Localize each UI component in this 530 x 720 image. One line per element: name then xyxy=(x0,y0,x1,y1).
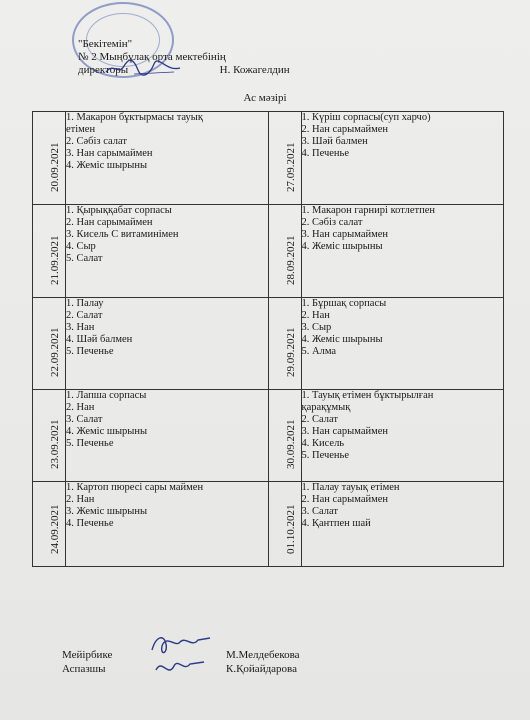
dish-item: 1. Тауық етімен бұктырылған xyxy=(301,390,434,401)
footer-names xyxy=(226,648,300,676)
dish-item: 3. Шәй балмен xyxy=(301,136,368,147)
dish-item: 4. Жеміс шырыны xyxy=(301,334,383,345)
dish-item: 3. Жеміс шырыны xyxy=(66,506,148,517)
footer-role-nurse: Мейірбике xyxy=(62,649,113,661)
menu-row xyxy=(33,112,504,205)
menu-date: 23.09.2021 xyxy=(49,419,61,469)
dish-item: 1. Макарон гарнирі котлетпен xyxy=(301,205,435,216)
footer-signatures xyxy=(146,628,216,686)
menu-date: 01.10.2021 xyxy=(284,504,297,554)
dish-item: 1. Палау тауық етімен xyxy=(301,482,400,493)
dish-item: 1. Картоп пюресі сары маймен xyxy=(66,482,204,493)
dish-item: 1. Бұршақ сорпасы xyxy=(301,298,387,309)
menu-date-cell xyxy=(33,390,66,482)
menu-date-cell xyxy=(268,390,301,482)
menu-date-cell xyxy=(268,112,301,205)
dish-item: 2. Нан xyxy=(66,402,95,413)
menu-date: 28.09.2021 xyxy=(284,235,297,285)
director-signature xyxy=(104,58,184,78)
dish-item: 1. Лапша сорпасы xyxy=(66,390,147,401)
menu-row xyxy=(33,482,504,567)
dish-item: 5. Салат xyxy=(66,253,103,264)
menu-dishes-cell xyxy=(66,112,269,205)
dish-item: 2. Сәбіз салат xyxy=(66,136,127,147)
dish-item: 3. Нан сарымаймен xyxy=(301,229,389,240)
dish-item: 3. Нан сарымаймен xyxy=(301,426,389,437)
dish-item: 2. Нан сарымаймен xyxy=(301,494,389,505)
menu-date-cell xyxy=(268,482,301,567)
dish-item: 4. Печенье xyxy=(66,518,114,529)
menu-dishes-cell xyxy=(301,298,504,390)
menu-date: 22.09.2021 xyxy=(49,327,61,377)
menu-date: 30.09.2021 xyxy=(284,419,297,469)
approval-line-1: "Бекітемін" xyxy=(78,38,133,50)
menu-dishes-cell xyxy=(301,205,504,298)
dish-item: 2. Нан xyxy=(66,494,95,505)
menu-date: 20.09.2021 xyxy=(49,142,61,192)
menu-date-cell xyxy=(33,482,66,567)
dish-item: 4. Қантпен шай xyxy=(301,518,371,529)
dish-item: 3. Нан сарымаймен xyxy=(66,148,153,159)
menu-dishes-cell xyxy=(66,390,269,482)
dish-item: 2. Сәбіз салат xyxy=(301,217,363,228)
menu-dishes-cell xyxy=(66,482,269,567)
footer-roles xyxy=(62,648,112,676)
dish-item: 4. Жеміс шырыны xyxy=(66,160,148,171)
dish-item: 4. Шәй балмен xyxy=(66,334,133,345)
footer-role-cook: Аспазшы xyxy=(62,663,106,675)
menu-dishes-cell xyxy=(66,205,269,298)
footer-name-cook: К.Қойайдарова xyxy=(226,663,297,675)
dish-item: етімен xyxy=(66,124,96,135)
dish-item: 1. Күріш сорпасы(суп харчо) xyxy=(301,112,431,123)
dish-item: 1. Қырыққабат сорпасы xyxy=(66,205,172,216)
menu-date: 27.09.2021 xyxy=(284,142,297,192)
document-title: Ас мәзірі xyxy=(243,92,287,104)
menu-dishes-cell xyxy=(301,112,504,205)
menu-row xyxy=(33,205,504,298)
menu-date: 29.09.2021 xyxy=(284,327,297,377)
menu-date-cell xyxy=(33,112,66,205)
approval-name: Н. Кожагелдин xyxy=(219,64,290,76)
dish-item: 2. Нан сарымаймен xyxy=(301,124,389,135)
menu-date: 24.09.2021 xyxy=(49,504,61,554)
dish-item: 2. Салат xyxy=(301,414,338,425)
dish-item: 4. Кисель xyxy=(301,438,345,449)
dish-item: 5. Печенье xyxy=(66,438,114,449)
approval-role: директоры xyxy=(78,64,129,76)
dish-item: 4. Жеміс шырыны xyxy=(66,426,148,437)
dish-item: қарақұмық xyxy=(301,402,351,413)
menu-date-cell xyxy=(33,205,66,298)
dish-item: 5. Алма xyxy=(301,346,337,357)
dish-item: 4. Сыр xyxy=(66,241,96,252)
menu-dishes-cell xyxy=(66,298,269,390)
approval-line-2: № 2 Мыңбұлақ орта мектебінің xyxy=(78,51,226,63)
menu-row xyxy=(33,390,504,482)
dish-item: 2. Нан сарымаймен xyxy=(66,217,153,228)
dish-item: 3. Салат xyxy=(66,414,103,425)
menu-date: 21.09.2021 xyxy=(49,235,61,285)
menu-date-cell xyxy=(268,298,301,390)
dish-item: 2. Салат xyxy=(66,310,103,321)
menu-date-cell xyxy=(268,205,301,298)
dish-item: 3. Кисель С витаминімен xyxy=(66,229,179,240)
dish-item: 5. Печенье xyxy=(301,450,349,461)
menu-date-cell xyxy=(33,298,66,390)
dish-item: 3. Салат xyxy=(301,506,338,517)
dish-item: 3. Сыр xyxy=(301,322,332,333)
dish-item: 4. Печенье xyxy=(301,148,349,159)
menu-dishes-cell xyxy=(301,390,504,482)
dish-item: 5. Печенье xyxy=(66,346,114,357)
dish-item: 1. Макарон бұктырмасы тауық xyxy=(66,112,203,123)
footer-name-nurse: М.Мелдебекова xyxy=(226,649,300,661)
dish-item: 2. Нан xyxy=(301,310,330,321)
dish-item: 1. Палау xyxy=(66,298,104,309)
dish-item: 4. Жеміс шырыны xyxy=(301,241,383,252)
dish-item: 3. Нан xyxy=(66,322,95,333)
menu-row xyxy=(33,298,504,390)
menu-table xyxy=(32,111,504,567)
menu-dishes-cell xyxy=(301,482,504,567)
